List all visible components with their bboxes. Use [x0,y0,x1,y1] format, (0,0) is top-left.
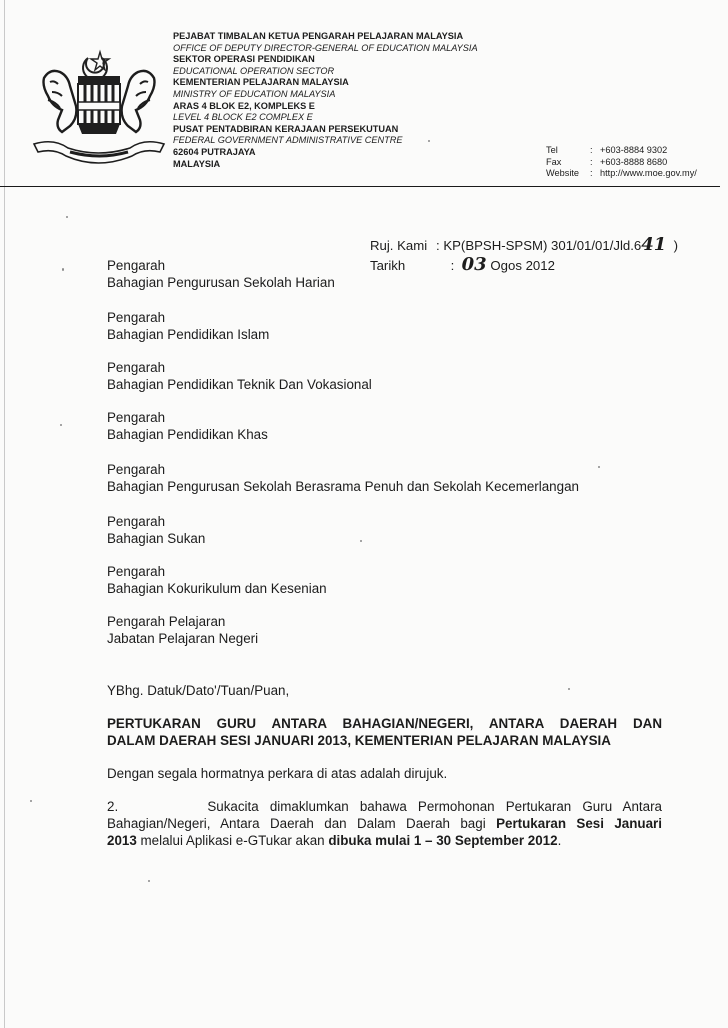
addressee-title: Pengarah [107,564,166,579]
addressee-unit: Bahagian Pendidikan Islam [107,326,270,342]
letterhead-line: EDUCATIONAL OPERATION SECTOR [173,65,335,76]
scan-speck [360,540,362,542]
fax-value: +603-8888 8680 [600,156,668,167]
letterhead-line: MINISTRY OF EDUCATION MALAYSIA [173,88,336,99]
addressee-title: Pengarah [107,310,166,325]
letterhead-line: MALAYSIA [173,158,221,169]
scan-speck [598,466,600,468]
addressee-block [107,410,268,443]
letterhead-line: FEDERAL GOVERNMENT ADMINISTRATIVE CENTRE [173,135,403,146]
handwritten-number: 41 [641,234,667,255]
letterhead-divider [0,186,720,187]
subject-line-1: PERTUKARAN GURU ANTARA BAHAGIAN/NEGERI, ANTARA DAERAH DAN [107,716,662,731]
paragraph-2-line-3: 2013 melalui Aplikasi e-GTukar akan dibuka mulai 1 – 30 September 2012. [107,833,562,848]
scan-edge [4,0,5,1028]
scan-speck [428,140,430,142]
addressee-unit: Jabatan Pelajaran Negeri [107,630,259,646]
scan-speck [62,268,64,271]
addressee-block [107,514,205,547]
website-value: http://www.moe.gov.my/ [600,168,697,179]
paragraph-1: Dengan segala hormatnya perkara di atas adalah dirujuk. [107,766,448,781]
addressee-title: Pengarah Pelajaran [107,614,226,629]
addressee-title: Pengarah [107,360,166,375]
letterhead-line: SEKTOR OPERASI PENDIDIKAN [173,54,315,65]
addressee-unit: Bahagian Pendidikan Teknik Dan Vokasional [107,376,372,392]
coat-of-arms-icon [30,48,168,166]
fax-row: Fax : +603-8888 8680 [546,156,668,167]
handwritten-day: 03 [461,254,487,275]
addressee-title: Pengarah [107,514,166,529]
tel-row: Tel : +603-8884 9302 [546,145,668,155]
addressee-unit: Bahagian Sukan [107,530,206,546]
addressee-unit: Bahagian Pendidikan Khas [107,426,268,442]
paragraph-number: 2. [107,799,119,814]
letterhead-address [173,31,533,170]
scan-speck [568,688,570,690]
addressee-title: Pengarah [107,462,166,477]
letter-subject [107,715,662,749]
subject-line-2: DALAM DAERAH SESI JANUARI 2013, KEMENTERIAN PELAJARAN MALAYSIA [107,733,611,748]
letterhead-line: PUSAT PENTADBIRAN KERAJAAN PERSEKUTUAN [173,123,399,134]
salutation: YBhg. Datuk/Dato'/Tuan/Puan, [107,683,290,698]
scan-speck [60,424,62,426]
letterhead-line: LEVEL 4 BLOCK E2 COMPLEX E [173,112,313,123]
addressee-title: Pengarah [107,258,166,273]
paragraph-2 [107,798,662,849]
letterhead-line: ARAS 4 BLOK E2, KOMPLEKS E [173,100,315,111]
addressee-block [107,258,335,291]
letterhead-line: PEJABAT TIMBALAN KETUA PENGARAH PELAJARAN MALAYSIA [173,31,464,41]
paragraph-2-line-2: Bahagian/Negeri, Antara Daerah dan Dalam Daerah bagi Pertukaran Sesi Januari [107,816,662,831]
addressee-unit: Bahagian Pengurusan Sekolah Berasrama Penuh dan Sekolah Kecemerlangan [107,478,579,494]
addressee-unit: Bahagian Pengurusan Sekolah Harian [107,274,335,290]
tel-value: +603-8884 9302 [600,145,668,155]
letterhead-contact [546,145,697,180]
addressee-block [107,614,258,647]
addressee-unit: Bahagian Kokurikulum dan Kesenian [107,580,327,596]
reference-number: Ruj. Kami : KP(BPSH-SPSM) 301/01/01/Jld.641 ) [370,234,679,255]
addressee-block [107,462,579,495]
addressee-block [107,564,327,597]
addressee-block [107,310,269,343]
addressee-block [107,360,372,393]
letterhead-line: KEMENTERIAN PELAJARAN MALAYSIA [173,77,349,88]
date-value: Ogos 2012 [490,258,555,273]
letterhead-line: 62604 PUTRAJAYA [173,146,256,157]
website-row: Website : http://www.moe.gov.my/ [546,168,697,179]
reference-value: KP(BPSH-SPSM) 301/01/01/Jld.6 [443,238,642,253]
addressee-title: Pengarah [107,410,166,425]
scan-speck [148,880,150,882]
scan-speck [66,216,68,218]
scan-speck [30,800,32,802]
reference-date: Tarikh : 03 Ogos 2012 [370,254,555,275]
letterhead-line: OFFICE OF DEPUTY DIRECTOR-GENERAL OF EDUCATION MALAYSIA [173,42,478,53]
paragraph-2-line-1: 2. Sukacita dimaklumkan bahawa Permohonan Pertukaran Guru Antara [107,799,662,814]
